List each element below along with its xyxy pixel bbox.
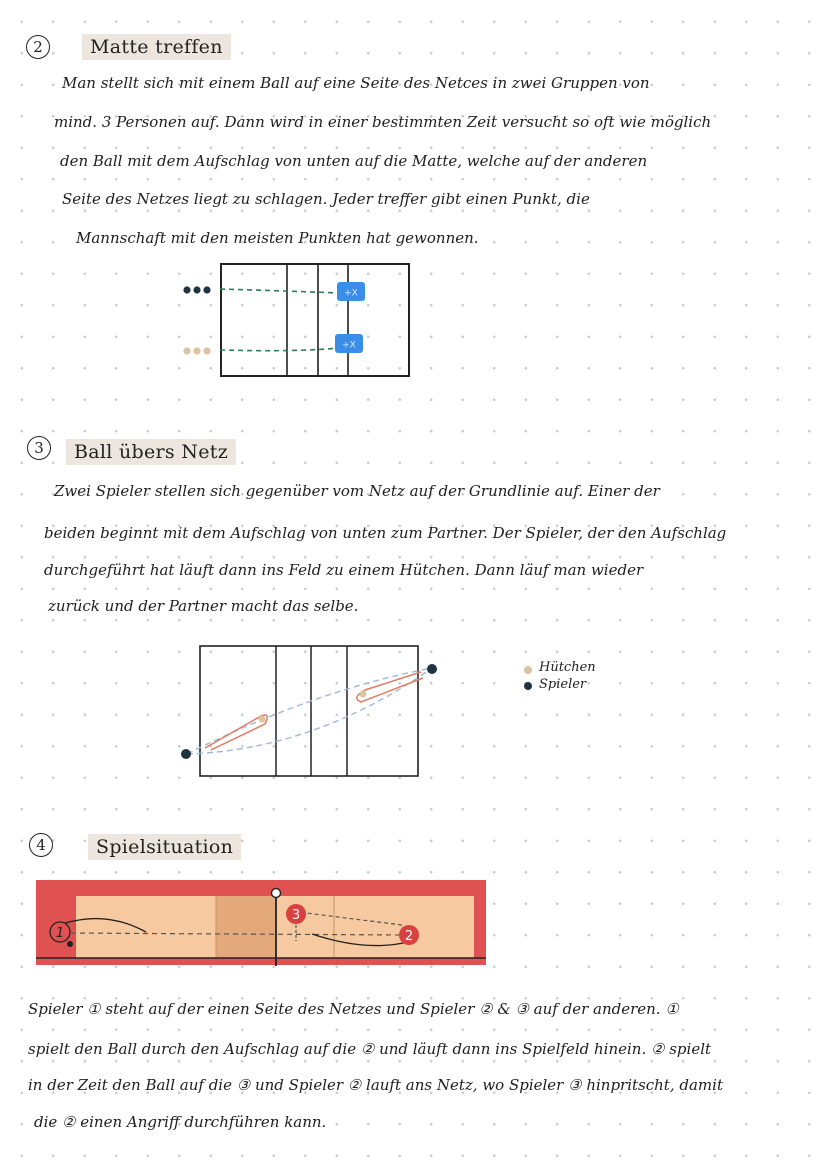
player-group-2-dot — [203, 347, 210, 354]
section3-text-line-4: zurück und der Partner macht das selbe. — [48, 597, 359, 615]
section2-text-line-2: mind. 3 Personen auf. Dann wird in einer bestimmten Zeit versucht so oft wie möglich — [54, 113, 712, 131]
section2-text-line-5: Mannschaft mit den meisten Punkten hat gewonnen. — [76, 229, 479, 247]
section4-text-line-2: spielt den Ball durch den Aufschlag auf die ② und läuft dann ins Spielfeld hinein. ② spielt — [28, 1040, 712, 1058]
run-path-left — [205, 715, 267, 750]
section4-text-line-3: in der Zeit den Ball auf die ③ und Spieler ② lauft ans Netz, wo Spieler ③ hinpritscht, damit — [28, 1076, 723, 1094]
player-marker — [181, 749, 191, 759]
cone-legend-icon — [524, 666, 532, 674]
player-3-label: 3 — [291, 908, 301, 923]
target-mat-1-label: +X — [344, 288, 358, 299]
section2-text-line-4: Seite des Netzes liegt zu schlagen. Jeder treffer gibt einen Punkt, die — [62, 190, 590, 208]
player-group-2-dot — [193, 347, 200, 354]
player-2-label: 2 — [404, 929, 414, 944]
section4-text-line-4: die ② einen Angriff durchführen kann. — [34, 1113, 327, 1131]
run-path-right — [357, 672, 423, 702]
player-1-label: 1 — [55, 926, 65, 941]
attack-zone — [216, 896, 276, 958]
ball-path-group-2 — [220, 348, 338, 351]
section3-text-line-1: Zwei Spieler stellen sich gegenüber vom Netz auf der Grundlinie auf. Einer der — [54, 482, 660, 500]
player-group-1-dot — [183, 286, 190, 293]
section4-text-line-1: Spieler ① steht auf der einen Seite des Netzes und Spieler ② & ③ auf der anderen. ① — [28, 1000, 679, 1018]
section3-text-line-3: durchgeführt hat läuft dann ins Feld zu einem Hütchen. Dann läuf man wieder — [44, 561, 644, 579]
court-outline — [221, 264, 409, 376]
net-post — [272, 889, 281, 898]
section-title-matte-treffen: Matte treffen — [82, 34, 231, 60]
player-group-1-dot — [203, 286, 210, 293]
section-number-2: 2 — [26, 35, 50, 59]
section-number-4: 4 — [29, 833, 53, 857]
player-group-1-dot — [193, 286, 200, 293]
player-1-ball — [67, 941, 73, 947]
section2-text-line-1: Man stellt sich mit einem Ball auf eine Seite des Netces in zwei Gruppen von — [62, 74, 650, 92]
player-group-2-dot — [183, 347, 190, 354]
section-title-spielsituation: Spielsituation — [88, 834, 241, 860]
cone-marker — [259, 716, 266, 723]
section-title-ball-uebers-netz: Ball übers Netz — [66, 439, 236, 465]
cone-marker — [360, 691, 367, 698]
spielsituation-diagram — [36, 880, 488, 970]
target-mat-2-label: +X — [342, 340, 356, 351]
ball-uebers-netz-diagram — [175, 640, 445, 780]
ball-path-group-1 — [220, 289, 338, 293]
cone-legend-label: Hütchen — [539, 660, 596, 675]
matte-treffen-diagram — [180, 258, 420, 383]
section-number-3: 3 — [27, 436, 51, 460]
player-legend-icon — [524, 682, 532, 690]
section2-text-line-3: den Ball mit dem Aufschlag von unten auf die Matte, welche auf der anderen — [60, 152, 648, 170]
player-marker — [427, 664, 437, 674]
section3-text-line-2: beiden beginnt mit dem Aufschlag von unten zum Partner. Der Spieler, der den Aufschlag — [44, 524, 727, 542]
court-outline — [200, 646, 418, 776]
player-legend-label: Spieler — [539, 677, 587, 692]
